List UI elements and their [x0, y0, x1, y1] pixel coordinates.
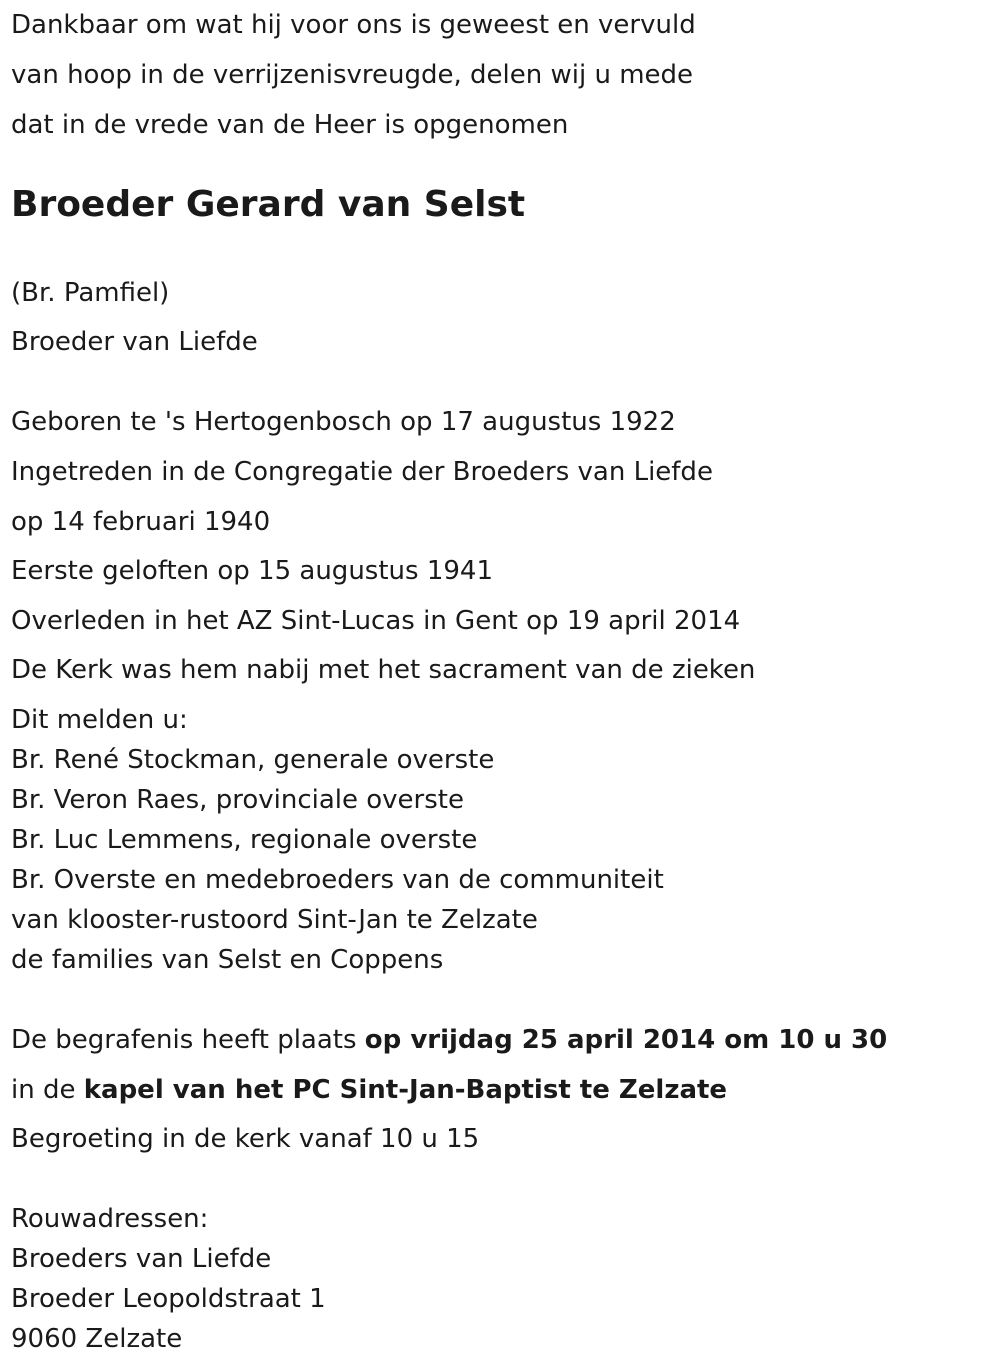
funeral-date: op vrijdag 25 april 2014 om 10 u 30 [364, 1025, 888, 1055]
announcer-line: de families van Selst en Coppens [11, 945, 444, 975]
announcer-line: Br. Luc Lemmens, regionale overste [11, 825, 478, 855]
bio-line: Geboren te 's Hertogenbosch op 17 augustus 1922 [11, 407, 676, 437]
address-line: 9060 Zelzate [11, 1324, 183, 1354]
intro-line: van hoop in de verrijzenisvreugde, delen wij u mede [11, 60, 694, 90]
intro-line: Dankbaar om wat hij voor ons is geweest en vervuld [11, 10, 696, 40]
address-line: Broeders van Liefde [11, 1244, 272, 1274]
deceased-name: Broeder Gerard van Selst [11, 184, 526, 225]
bio-line: Overleden in het AZ Sint-Lucas in Gent op 19 april 2014 [11, 606, 741, 636]
bio-line: Ingetreden in de Congregatie der Broeders van Liefde [11, 457, 713, 487]
funeral-location: kapel van het PC Sint-Jan-Baptist te Zelzate [83, 1075, 728, 1105]
religious-order: Broeder van Liefde [11, 327, 258, 357]
funeral-date-line [11, 1027, 887, 1053]
bio-line: Eerste geloften op 15 augustus 1941 [11, 556, 493, 586]
address-heading: Rouwadressen: [11, 1204, 209, 1234]
religious-name: (Br. Pamfiel) [11, 278, 170, 308]
bio-line: op 14 februari 1940 [11, 507, 271, 537]
funeral-date-prefix: De begrafenis heeft plaats [11, 1025, 365, 1055]
intro-line: dat in de vrede van de Heer is opgenomen [11, 110, 569, 140]
announcer-line: Br. Overste en medebroeders van de communiteit [11, 865, 664, 895]
address-line: Broeder Leopoldstraat 1 [11, 1284, 326, 1314]
funeral-location-line [11, 1077, 727, 1103]
funeral-location-prefix: in de [11, 1075, 84, 1105]
announcer-line: van klooster-rustoord Sint-Jan te Zelzate [11, 905, 538, 935]
bio-line: De Kerk was hem nabij met het sacrament van de zieken [11, 655, 756, 685]
announcers-heading: Dit melden u: [11, 705, 188, 735]
announcer-line: Br. René Stockman, generale overste [11, 745, 495, 775]
greeting-time: Begroeting in de kerk vanaf 10 u 15 [11, 1124, 480, 1154]
announcer-line: Br. Veron Raes, provinciale overste [11, 785, 464, 815]
